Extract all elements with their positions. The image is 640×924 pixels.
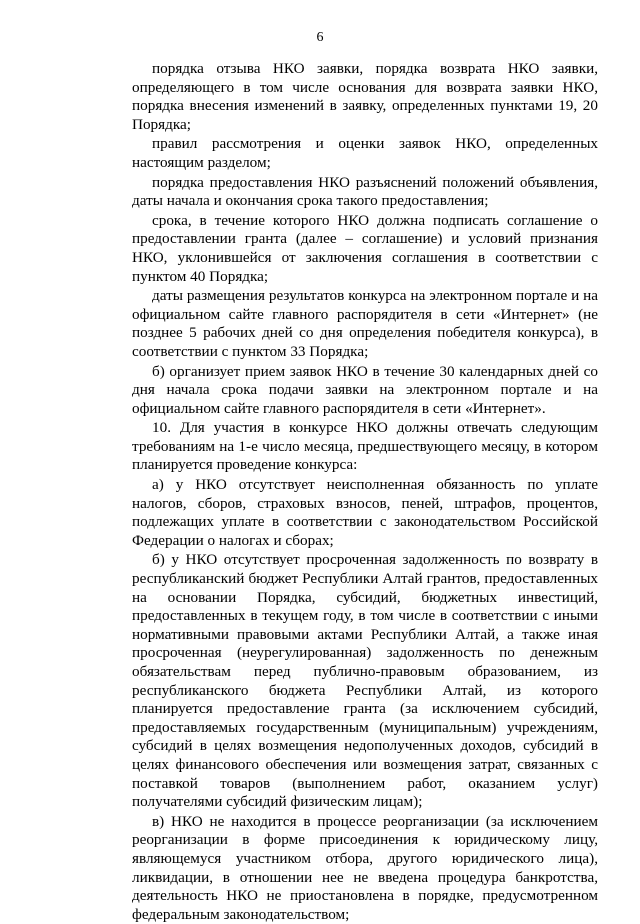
paragraph-withdrawal-procedure: порядка отзыва НКО заявки, порядка возврата НКО заявки, определяющего в том числе основания для возврата заявки НКО, порядка внесения изменений в заявку, определенных пунктами 19, 20 Порядка; [132,60,598,133]
paragraph-item-10b: б) у НКО отсутствует просроченная задолженность по возврату в республиканский бюджет Республики Алтай грантов, предоставленных на основании Порядка, субсидий, бюджетных инвестиций, предоставленных в текущем году, в том числе в соответствии с иными нормативными правовыми актами Республики Алтай, а также иная просроченная (неурегулированная) задолженность по денежным обязательствам перед публично-правовым образованием, из республиканского бюджета Республики Алтай, из которого планируется предоставление гранта (за исключением субсидий, предоставляемых государственным (муниципальным) учреждениям, субсидий в целях возмещения недополученных доходов, субсидий в целях финансового обеспечения или возмещения затрат, связанных с поставкой товаров (выполнением работ, оказанием услуг) получателями субсидий физическим лицам); [132,551,598,811]
document-body [132,60,598,924]
paragraph-agreement-term: срока, в течение которого НКО должна подписать соглашение о предоставлении гранта (далее – соглашение) и условий признания НКО, уклонившейся от заключения соглашения в соответствии с пунктом 40 Порядка; [132,211,598,285]
paragraph-item-10a: а) у НКО отсутствует неисполненная обязанность по уплате налогов, сборов, страховых взносов, пеней, штрафов, процентов, подлежащих уплате в соответствии с законодательством Российской Федерации о налогах и сборах; [132,476,598,549]
paragraph-results-publication: даты размещения результатов конкурса на электронном портале и на официальном сайте главного распорядителя в сети «Интернет» (не позднее 5 рабочих дней со дня определения победителя конкурса), в соответствии с пунктом 33 Порядка; [132,287,598,360]
page-number: 6 [316,30,324,45]
paragraph-item-10v: в) НКО не находится в процессе реорганизации (за исключением реорганизации в форме присоединения к юридическому лицу, являющемуся участником отбора, другого юридического лица), ликвидации, в отношении нее не введена процедура банкротства, деятельность НКО не приостановлена в порядке, предусмотренном федеральным законодательством; [132,812,598,923]
paragraph-clarifications: порядка предоставления НКО разъяснений положений объявления, даты начала и окончания срока такого предоставления; [132,173,598,210]
paragraph-evaluation-rules: правил рассмотрения и оценки заявок НКО, определенных настоящим разделом; [132,135,598,171]
paragraph-item-10: 10. Для участия в конкурсе НКО должны отвечать следующим требованиям на 1-е число месяца, предшествующего месяцу, в котором планируется проведение конкурса: [132,419,598,474]
paragraph-application-intake: б) организует прием заявок НКО в течение 30 календарных дней со дня начала срока подачи заявки на электронном портале и на официальном сайте главного распорядителя в сети «Интернет». [132,362,598,417]
